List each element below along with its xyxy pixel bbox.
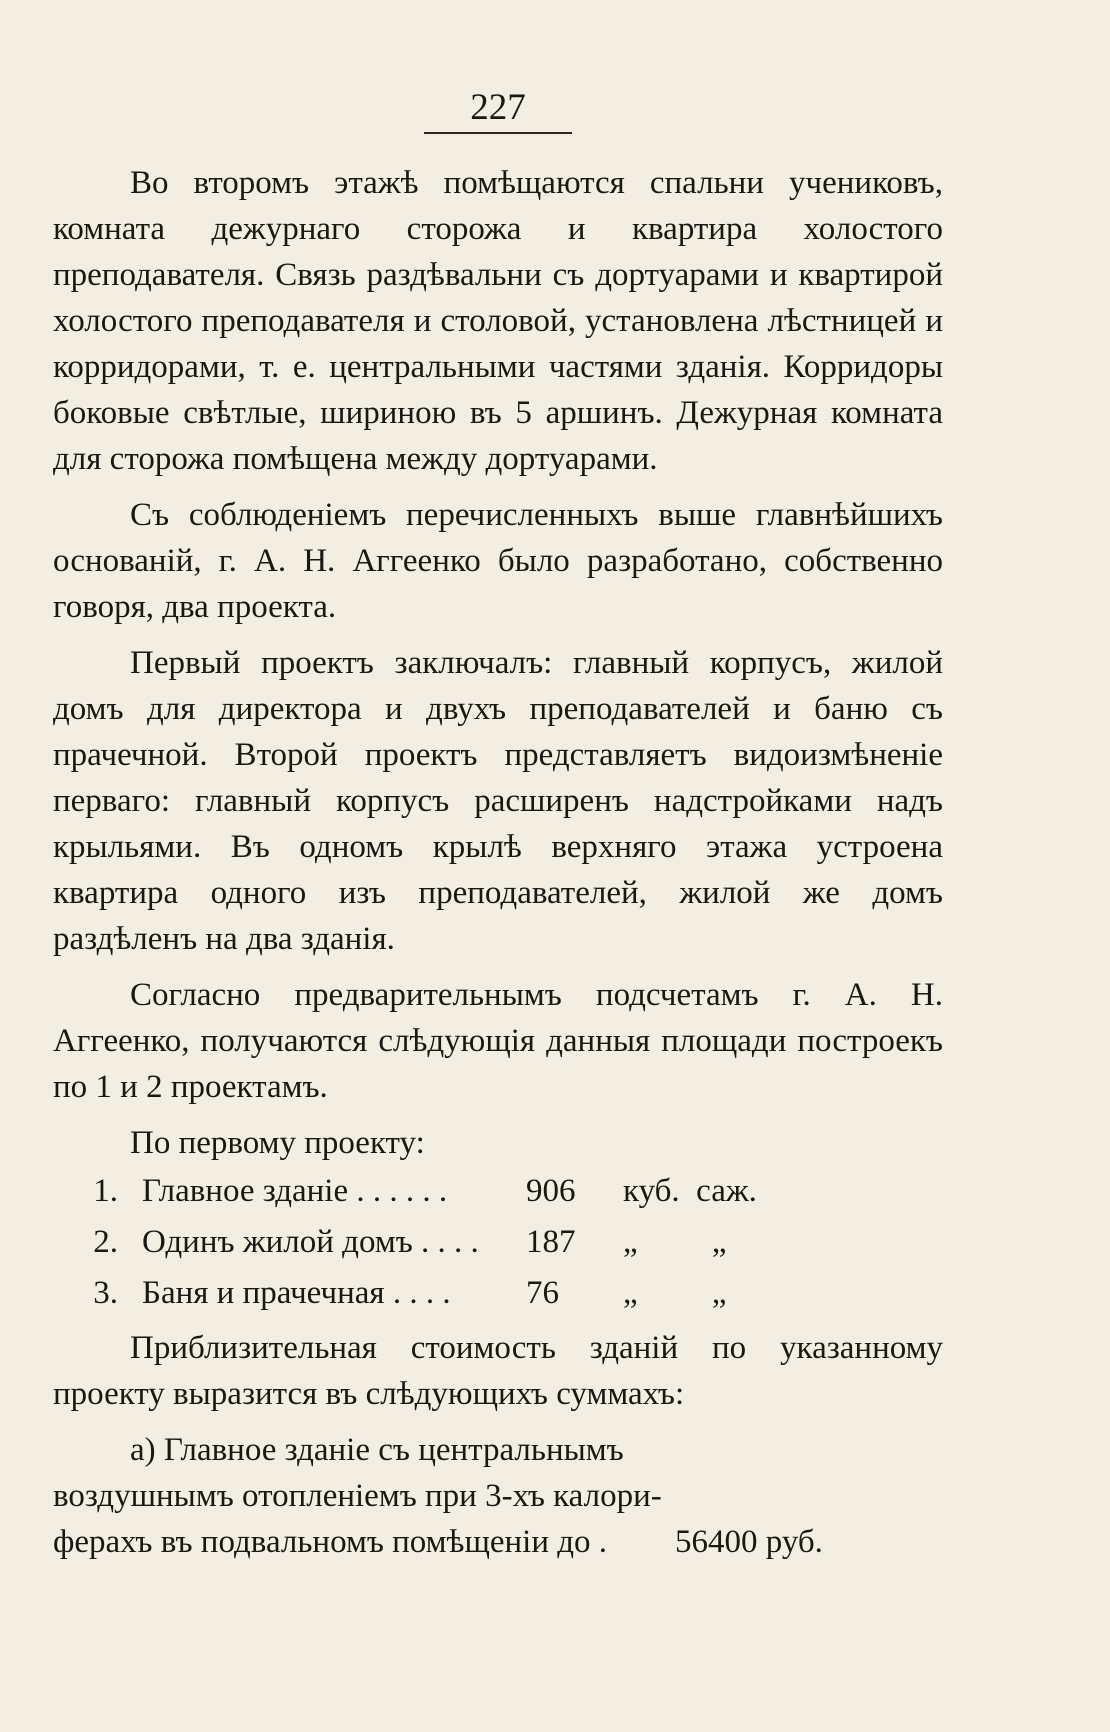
page-number-rule	[424, 132, 572, 134]
list-item-value: 187	[526, 1224, 576, 1260]
cost-item	[53, 1427, 903, 1565]
list-item	[53, 1270, 943, 1321]
cost-item-line-3: ферахъ въ подвальномъ помѣщеніи до .	[53, 1524, 608, 1560]
cost-item-amount: 56400 руб.	[675, 1524, 823, 1560]
list-item-number: 1.	[93, 1173, 118, 1209]
list-item-name: Главное зданіе . . . . . .	[142, 1173, 448, 1209]
list-item-number: 2.	[93, 1224, 118, 1260]
paragraph-5: Приблизительная стоимость зданій по указанному проекту выразится въ слѣдующихъ суммахъ:	[53, 1330, 943, 1412]
cost-item-line-1: а) Главное зданіе съ центральнымъ	[130, 1432, 624, 1468]
list-item-value: 906	[526, 1173, 576, 1209]
list-item	[53, 1168, 943, 1219]
list-item-name: Баня и прачечная . . . .	[142, 1275, 451, 1311]
list-item-value: 76	[526, 1275, 559, 1311]
paragraph-3: Первый проектъ заключалъ: главный корпусъ, жилой домъ для директора и двухъ преподавателей и баню съ прачечной. Второй проектъ представляетъ видоизмѣненіе перваго: главный корпусъ расширенъ надстройками надъ крыльями. Въ одномъ крылѣ верхняго этажа устроена квартира одного изъ преподавателей, жилой же домъ раздѣленъ на два зданія.	[53, 645, 943, 957]
area-list	[53, 1168, 943, 1321]
list-item-name: Одинъ жилой домъ . . . .	[142, 1224, 479, 1260]
list-item-number: 3.	[93, 1275, 118, 1311]
page-body	[53, 160, 943, 1565]
list-heading: По первому проекту:	[130, 1125, 425, 1161]
page-number: 227	[470, 87, 526, 128]
list-item-unit: „ „	[623, 1224, 727, 1260]
paragraph-2: Съ соблюденіемъ перечисленныхъ выше главнѣйшихъ основаній, г. А. Н. Аггеенко было разработано, собственно говоря, два проекта.	[53, 497, 943, 625]
paragraph-1: Во второмъ этажѣ помѣщаются спальни учениковъ, комната дежурнаго сторожа и квартира холостого преподавателя. Связь раздѣвальни съ дортуарами и квартирой холостого преподавателя и столовой, установлена лѣстницей и корридорами, т. е. центральными частями зданія. Корридоры боковые свѣтлые, шириною въ 5 аршинъ. Дежурная комната для сторожа помѣщена между дортуарами.	[53, 165, 943, 477]
cost-item-line-2: воздушнымъ отопленіемъ при 3-хъ калори-	[53, 1478, 662, 1514]
list-item	[53, 1219, 943, 1270]
list-item-unit: куб. саж.	[623, 1173, 757, 1209]
paragraph-4: Согласно предварительнымъ подсчетамъ г. А. Н. Аггеенко, получаются слѣдующія данныя площади построекъ по 1 и 2 проектамъ.	[53, 977, 943, 1105]
list-item-unit: „ „	[623, 1275, 727, 1311]
